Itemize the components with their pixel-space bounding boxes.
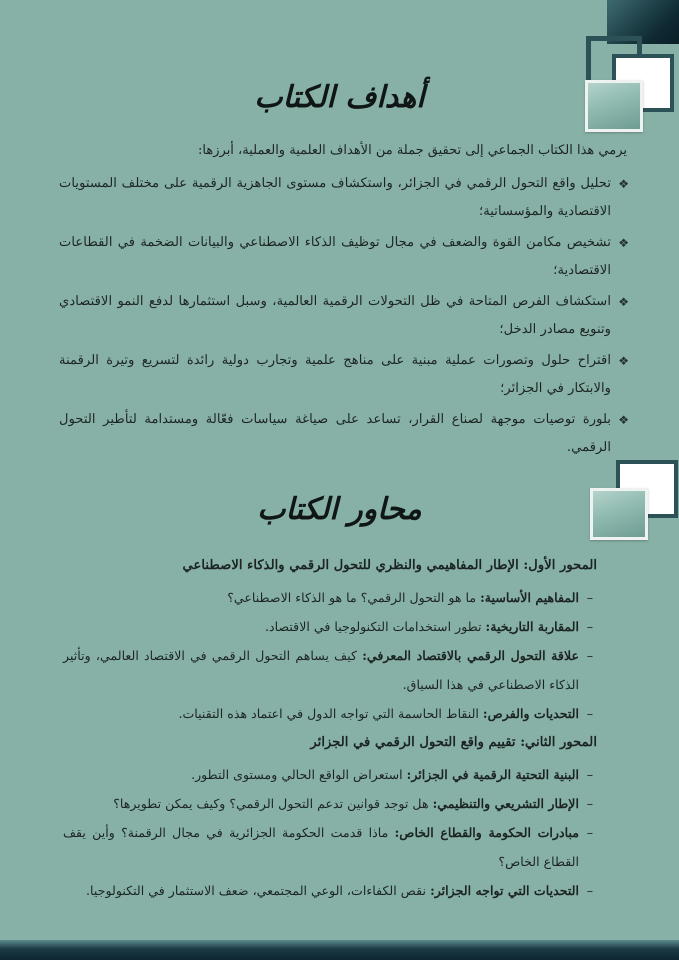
axis-1-list: [63, 583, 593, 728]
list-item: ❖ استكشاف الفرص المتاحة في ظل التحولات الرقمية العالمية، وسبل استثمارها لدفع النمو الاقتصادي وتنويع مصادر الدخل؛: [59, 288, 629, 344]
diamond-bullet-icon: ❖: [618, 236, 629, 250]
list-item: – المفاهيم الأساسية: ما هو التحول الرقمي؟ ما هو الذكاء الاصطناعي؟: [227, 590, 593, 605]
bottom-gradient-bar: [0, 940, 679, 960]
list-item: ❖ بلورة توصيات موجهة لصناع القرار، تساعد على صياغة سياسات فعّالة ومستدامة لتأطير التحول الرقمي.: [59, 406, 629, 462]
diamond-bullet-icon: ❖: [618, 177, 629, 191]
goals-list: [59, 170, 629, 465]
list-item: – علاقة التحول الرقمي بالاقتصاد المعرفي: كيف يساهم التحول الرقمي في الاقتصاد العالمي، وتأثير الذكاء الاصطناعي في هذا السياق.: [63, 648, 593, 692]
axes-title: محاور الكتاب: [257, 492, 422, 527]
list-item: – مبادرات الحكومة والقطاع الخاص: ماذا قدمت الحكومة الجزائرية في مجال الرقمنة؟ وأين يقف القطاع الخاص؟: [63, 825, 593, 869]
axis-1-heading: المحور الأول: الإطار المفاهيمي والنظري للتحول الرقمي والذكاء الاصطناعي: [182, 558, 597, 573]
list-item: ❖ اقتراح حلول وتصورات عملية مبنية على مناهج علمية وتجارب دولية رائدة لتسريع وتيرة الرقمنة والابتكار في الجزائر؛: [59, 347, 629, 403]
list-item: – البنية التحتية الرقمية في الجزائر: استعراض الواقع الحالي ومستوى التطور.: [191, 767, 593, 782]
list-item: – التحديات التي تواجه الجزائر: نقص الكفاءات، الوعي المجتمعي، ضعف الاستثمار في التكنولوجيا.: [86, 883, 593, 898]
axes-section: [63, 555, 597, 909]
diamond-bullet-icon: ❖: [618, 354, 629, 368]
list-item: – المقاربة التاريخية: تطور استخدامات التكنولوجيا في الاقتصاد.: [265, 619, 593, 634]
list-item: ❖ تحليل واقع التحول الرقمي في الجزائر، واستكشاف مستوى الجاهزية الرقمية على مختلف المستويات الاقتصادية والمؤسساتية؛: [59, 170, 629, 226]
diamond-bullet-icon: ❖: [618, 295, 629, 309]
axis-2-heading: المحور الثاني: تقييم واقع التحول الرقمي في الجزائر: [310, 735, 597, 750]
list-item: – الإطار التشريعي والتنظيمي: هل توجد قوانين تدعم التحول الرقمي؟ وكيف يمكن تطويرها؟: [113, 796, 593, 811]
list-item: – التحديات والفرص: النقاط الحاسمة التي تواجه الدول في اعتماد هذه التقنيات.: [178, 706, 593, 721]
goals-intro: يرمي هذا الكتاب الجماعي إلى تحقيق جملة من الأهداف العلمية والعملية، أبرزها:: [198, 143, 627, 158]
axis-2-list: [63, 760, 593, 905]
goals-title: أهداف الكتاب: [254, 80, 425, 115]
diamond-bullet-icon: ❖: [618, 413, 629, 427]
list-item: ❖ تشخيص مكامن القوة والضعف في مجال توظيف الذكاء الاصطناعي والبيانات الضخمة في القطاعات الاقتصادية؛: [59, 229, 629, 285]
